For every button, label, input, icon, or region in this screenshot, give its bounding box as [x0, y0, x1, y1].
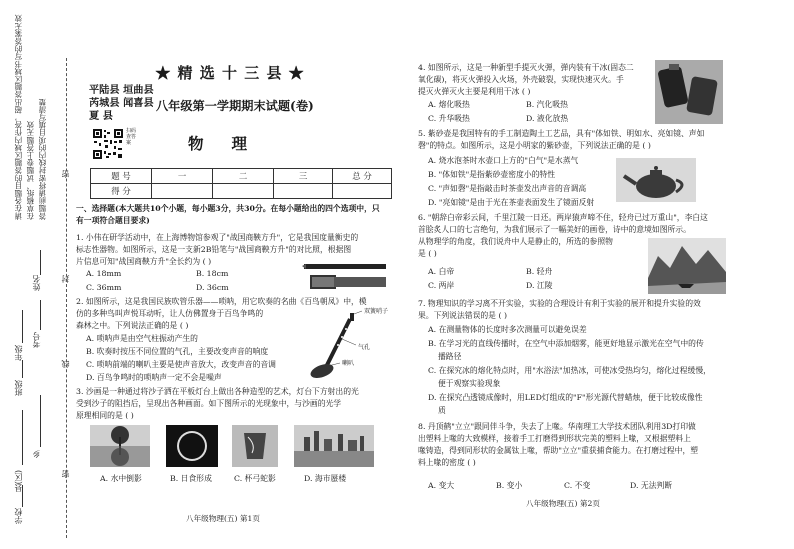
q4-option-b[interactable]: B. 汽化吸热: [526, 100, 568, 109]
score-cell: 题 号: [91, 169, 152, 184]
counties-line-3: 夏 县: [89, 111, 113, 122]
q8-option-b[interactable]: B. 变小: [496, 481, 523, 490]
score-cell: 三: [274, 169, 333, 184]
name-field[interactable]: [40, 250, 41, 275]
q5-option-d[interactable]: D. "亮如镜"是由于光在茶壶表面发生了镜面反射: [428, 198, 595, 207]
seal-char-2: 封: [61, 275, 70, 283]
q2-line: 森林之中。下列说法正确的是 ( ): [76, 321, 189, 330]
q8-line: 喙铸造，得到同形状的金属钛上喙，帮助"立立"重获捕食能力。在打磨过程中，塑: [418, 446, 699, 455]
subject-title: 物理: [188, 134, 276, 153]
q7-option-a[interactable]: A. 在测量物体的长度时多次测量可以避免误差: [428, 325, 587, 334]
grade-field[interactable]: [22, 310, 23, 343]
q7-option-b[interactable]: B. 在学习光的直线传播时，在空气中添加烟雾，能更好地显示激光在空气中的传: [428, 339, 704, 348]
exam-title: 八年级第一学期期末试题(卷): [156, 99, 314, 113]
q1-option-a[interactable]: A. 18mm: [86, 269, 122, 278]
class-field[interactable]: [22, 360, 23, 378]
score-cell: 总 分: [333, 169, 392, 184]
teapot-image: [616, 158, 696, 202]
q6-option-c[interactable]: C. 两岸: [428, 281, 455, 290]
q1-line: 标志性器物。如图所示，这是一支新2B铅笔与"战国商鞅方升"的对比照，根据图: [76, 245, 352, 254]
q4-line: 提灭火弹灭火主要是利用干冰 ( ): [418, 87, 531, 96]
q2-option-d[interactable]: D. 百鸟争鸣时的唢呐声一定不会是噪声: [86, 373, 222, 382]
q8-line: 8. 丹顶鹤"立立"跟同伴斗争，失去了上喙。华南理工大学技术团队利用3D打印做: [418, 422, 696, 431]
exam-no-field[interactable]: [40, 300, 41, 330]
notice-line-2: 在草稿纸、试题卷上答题无效: [26, 121, 35, 220]
boat-painting-image: [648, 238, 726, 294]
footer-right: 八年级物理(五) 第2页: [526, 499, 600, 508]
score-input[interactable]: [213, 184, 274, 199]
q3-line: 受到沙子的阻挡后，呈现出各种画面。如下图所示的光现象中，与沙画的光学: [76, 399, 342, 408]
footer-left: 八年级物理(五) 第1页: [186, 514, 260, 523]
q8-option-c[interactable]: C. 不变: [564, 481, 591, 490]
q4-line: 4. 如图所示，这是一种新型手提灭火弹，弹内装有干冰(固态二: [418, 63, 634, 72]
county-field[interactable]: [22, 410, 23, 465]
score-cell: 一: [152, 169, 213, 184]
q3-line: 3. 沙画是一种通过将沙子洒在平板灯台上做出各种造型的艺术，灯台下方射出的光: [76, 387, 359, 396]
q2-line: 仿的多种鸟叫声悦耳动听，让人仿佛置身于百鸟争鸣的: [76, 309, 264, 318]
score-input[interactable]: [152, 184, 213, 199]
score-input[interactable]: [274, 184, 333, 199]
label-horn: 喇叭: [342, 360, 355, 367]
photo-mirage: [294, 425, 374, 467]
measuring-vessel-image: [300, 258, 390, 294]
seal-char-4: 密: [61, 470, 70, 478]
q1-option-d[interactable]: D. 36cm: [196, 283, 229, 292]
section-heading: 一、选择题(本大题共10个小题，每小题3分，共30分。在每小题给出的四个选项中，只有一项符合题目要求): [76, 204, 380, 226]
q1-option-c[interactable]: C. 36mm: [86, 283, 122, 292]
counties-line-1: 平陆县 垣曲县: [89, 85, 154, 96]
q7-option-b-cont: 播路径: [438, 352, 462, 361]
q7-line: 果。下列说法错误的是 ( ): [418, 311, 508, 320]
q7-option-c-cont: 便于观察实验现象: [438, 379, 501, 388]
score-table-header-row: [91, 169, 392, 184]
q2-option-b[interactable]: B. 吹奏时按压不同位置的气孔，主要改变声音的响度: [86, 347, 269, 356]
q3-option-d[interactable]: D. 海市蜃楼: [304, 474, 347, 483]
county-label: 县(区): [14, 470, 23, 493]
score-table-score-row: [91, 184, 392, 199]
q5-line: 磬"的特点。如图所示，这是小明家的紫砂壶，下列说法正确的是 ( ): [418, 141, 651, 150]
q8-line: 料上喙的密度 ( ): [418, 458, 476, 467]
q8-option-d[interactable]: D. 无法判断: [630, 481, 673, 490]
label-hole: 气孔: [358, 344, 371, 351]
q4-line: 氧化碳)，将灭火弹投入火场，外壳破裂，实现快速灭火。手: [418, 75, 624, 84]
suona-image: [300, 305, 392, 383]
q4-option-c[interactable]: C. 升华吸热: [428, 114, 470, 123]
name-label: 姓名: [32, 275, 41, 291]
q7-option-d-cont: 质: [438, 406, 446, 415]
q5-option-a[interactable]: A. 烧水泡茶时水壶口上方的"白气"是水蒸气: [428, 156, 579, 165]
q2-option-a[interactable]: A. 唢呐声是由空气柱振动产生的: [86, 334, 198, 343]
school-field[interactable]: [22, 485, 23, 507]
q8-line: 出塑料上喙的大致模样，接着手工打磨得到形状完美的塑料上喙，又根据塑料上: [418, 434, 691, 443]
class-label: 班级: [14, 380, 23, 396]
q8-option-a[interactable]: A. 变大: [428, 481, 455, 490]
q6-line: 从物理学的角度，我们说舟中人是静止的，所选的参照物: [418, 237, 613, 246]
q2-line: 2. 如图所示，这是我国民族吹管乐器——唢呐，用它吹奏的名曲《百鸟朝凤》中，模: [76, 297, 367, 306]
seal-char-3: 线: [61, 360, 70, 368]
q4-option-d[interactable]: D. 液化放热: [526, 114, 569, 123]
qr-caption: 扫码查答案: [126, 128, 137, 146]
q3-option-c[interactable]: C. 杯弓蛇影: [234, 474, 276, 483]
photo-eclipse: [166, 425, 218, 467]
q3-option-b[interactable]: B. 日食形成: [170, 474, 212, 483]
q1-option-b[interactable]: B. 18cm: [196, 269, 229, 278]
q6-line: 是 ( ): [418, 249, 437, 258]
q6-option-b[interactable]: B. 轻舟: [526, 267, 553, 276]
q3-option-a[interactable]: A. 水中倒影: [100, 474, 142, 483]
q3-line: 原理相同的是 ( ): [76, 411, 134, 420]
exam-no-label: 考号: [32, 332, 41, 348]
q6-line: 6. "朝辞白帝彩云间，千里江陵一日还。两岸猿声啼不住，轻舟已过万重山"，李白这: [418, 213, 708, 222]
score-input[interactable]: [333, 184, 392, 199]
seal-dashed-line: [66, 58, 67, 538]
q1-line: 1. 小伟在研学活动中，在上海博物馆参观了"战国商鞅方升"，它是我国度量衡史的: [76, 233, 359, 242]
counties-line-2: 芮城县 闻喜县: [89, 98, 154, 109]
school-label: 学校: [14, 508, 23, 524]
q5-option-b[interactable]: B. "体如铁"是指紫砂壶密度小的特性: [428, 170, 556, 179]
q6-option-d[interactable]: D. 江陵: [526, 281, 553, 290]
notice-line-1: 请在各题目的答题区域内作答，超出答题区域书写的答案无效: [14, 14, 23, 220]
q4-option-a[interactable]: A. 熔化吸热: [428, 100, 470, 109]
photo-cup: [232, 425, 278, 467]
q7-option-c[interactable]: C. 在探究冰的熔化特点时，用"水浴法"加热冰，可使冰受热均匀，熔化过程缓慢，: [428, 366, 711, 375]
town-field[interactable]: [40, 395, 41, 447]
q5-line: 5. 紫砂壶是我国特有的手工制造陶土工艺品，具有"体如铁、明如水、亮如镜、声如: [418, 129, 705, 138]
extinguisher-image: [655, 60, 723, 124]
score-table: [90, 168, 392, 199]
town-label: 乡: [32, 450, 41, 458]
score-cell: 二: [213, 169, 274, 184]
q2-option-c[interactable]: C. 唢呐前端的喇叭主要是使声音放大，改变声音的音调: [86, 360, 276, 369]
q7-option-d[interactable]: D. 在探究凸透镜成像时，用LED灯组成的"F"形光源代替蜡烛，便于比较成像性: [428, 393, 703, 402]
q1-line: 片信息可知"战国商鞅方升"全长约为 ( ): [76, 257, 212, 266]
grade-label: 年级: [14, 345, 23, 361]
qr-code-icon[interactable]: [92, 128, 124, 160]
q6-option-a[interactable]: A. 白帝: [428, 267, 455, 276]
q6-line: 首脍炙人口的七言绝句，为我们展示了一幅美好的画卷，诗中的意境如图所示。: [418, 225, 691, 234]
seal-char-1: 密: [61, 170, 70, 178]
notice-line-3: 答题前请将密封线内的项目填写清楚: [38, 98, 47, 220]
binding-strip: [14, 14, 84, 530]
q5-option-c[interactable]: C. "声如磬"是指敲击时茶壶发出声音的音调高: [428, 184, 587, 193]
label-reed: 双簧哨子: [364, 308, 389, 315]
score-cell: 得 分: [91, 184, 152, 199]
q7-line: 7. 物理知识的学习离不开实验，实验的合理设计有利于实验的展开和提升实验的效: [418, 299, 701, 308]
main-title: ★ 精 选 十 三 县 ★: [155, 64, 305, 82]
photo-reflection: [90, 425, 150, 467]
